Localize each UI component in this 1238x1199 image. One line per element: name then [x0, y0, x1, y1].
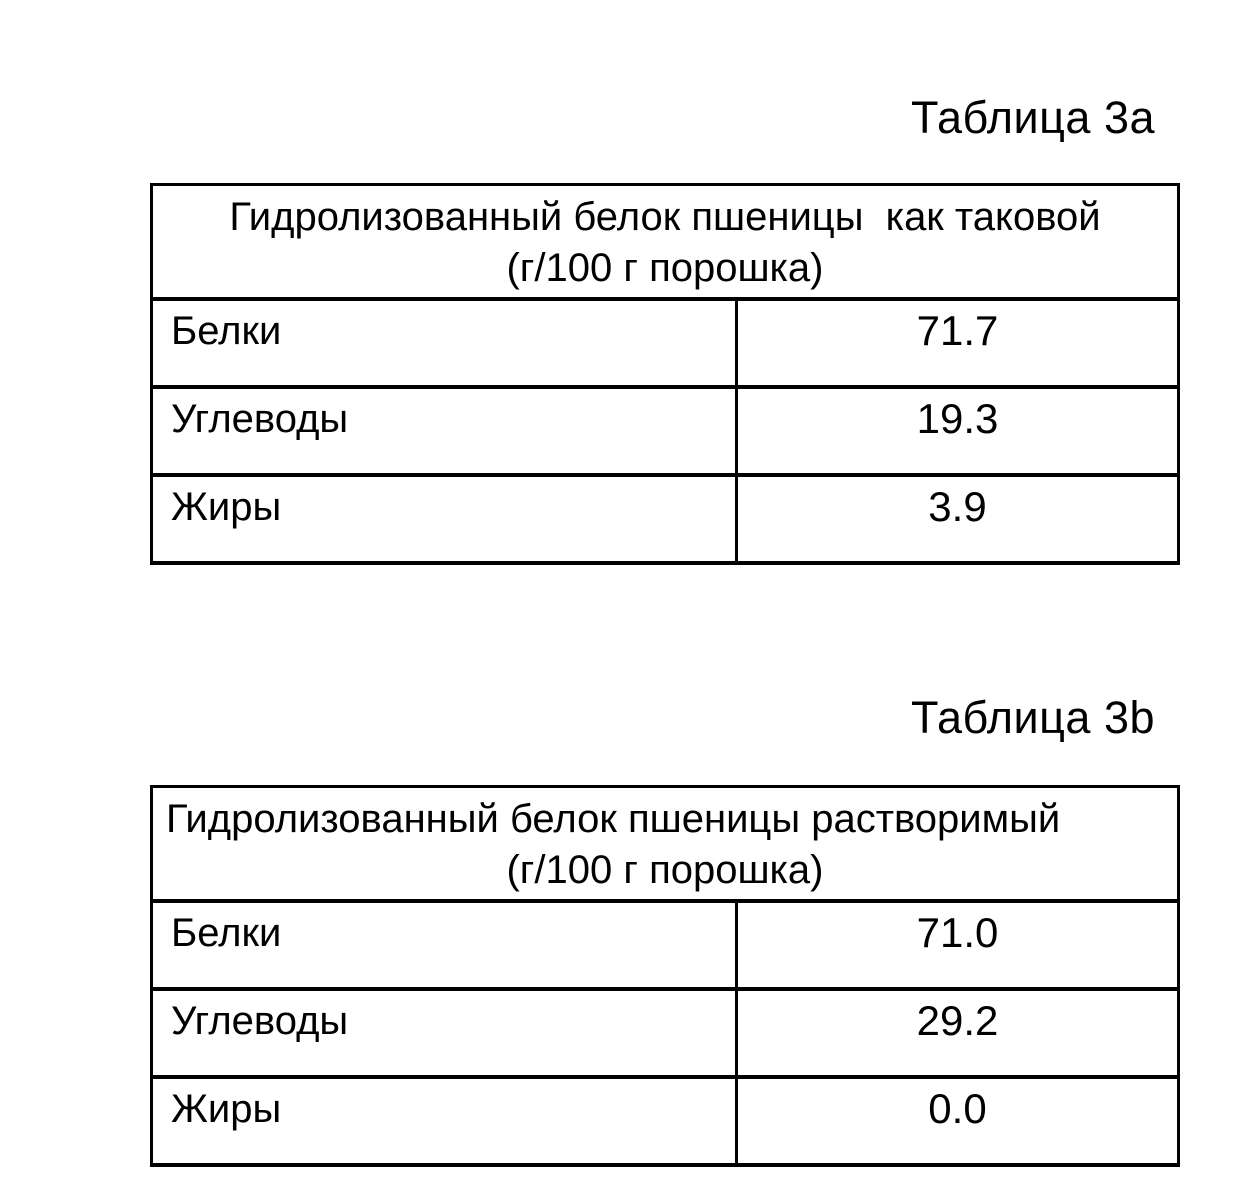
row-label-fats: Жиры	[152, 1077, 737, 1165]
table-row	[152, 387, 1179, 475]
row-value-fats: 0.0	[737, 1077, 1179, 1165]
row-value-carbohydrates: 29.2	[737, 989, 1179, 1077]
table-3a	[150, 183, 1180, 565]
table-3a-header-line2: (г/100 г порошка)	[506, 246, 824, 290]
row-label-proteins: Белки	[152, 299, 737, 387]
table-row	[152, 989, 1179, 1077]
table-row	[152, 901, 1179, 989]
table-3a-title: Таблица 3а	[911, 92, 1155, 143]
table-3a-header-cell	[152, 185, 1179, 300]
row-value-proteins: 71.0	[737, 901, 1179, 989]
table-row	[152, 1077, 1179, 1165]
row-value-carbohydrates: 19.3	[737, 387, 1179, 475]
row-label-carbohydrates: Углеводы	[152, 989, 737, 1077]
row-value-fats: 3.9	[737, 475, 1179, 563]
row-label-fats: Жиры	[152, 475, 737, 563]
table-3b-header-line1: Гидролизованный белок пшеницы растворимый	[166, 797, 1061, 841]
table-row	[152, 299, 1179, 387]
table-3b	[150, 785, 1180, 1167]
table-row	[152, 475, 1179, 563]
table-3b-title: Таблица 3b	[911, 692, 1155, 743]
row-value-proteins: 71.7	[737, 299, 1179, 387]
row-label-carbohydrates: Углеводы	[152, 387, 737, 475]
row-label-proteins: Белки	[152, 901, 737, 989]
table-3a-header-row	[152, 185, 1179, 300]
table-3a-header-line1: Гидролизованный белок пшеницы как таковой	[229, 195, 1101, 239]
table-3b-header-line2: (г/100 г порошка)	[506, 848, 824, 892]
table-3b-header-cell	[152, 787, 1179, 902]
table-3b-header-row	[152, 787, 1179, 902]
